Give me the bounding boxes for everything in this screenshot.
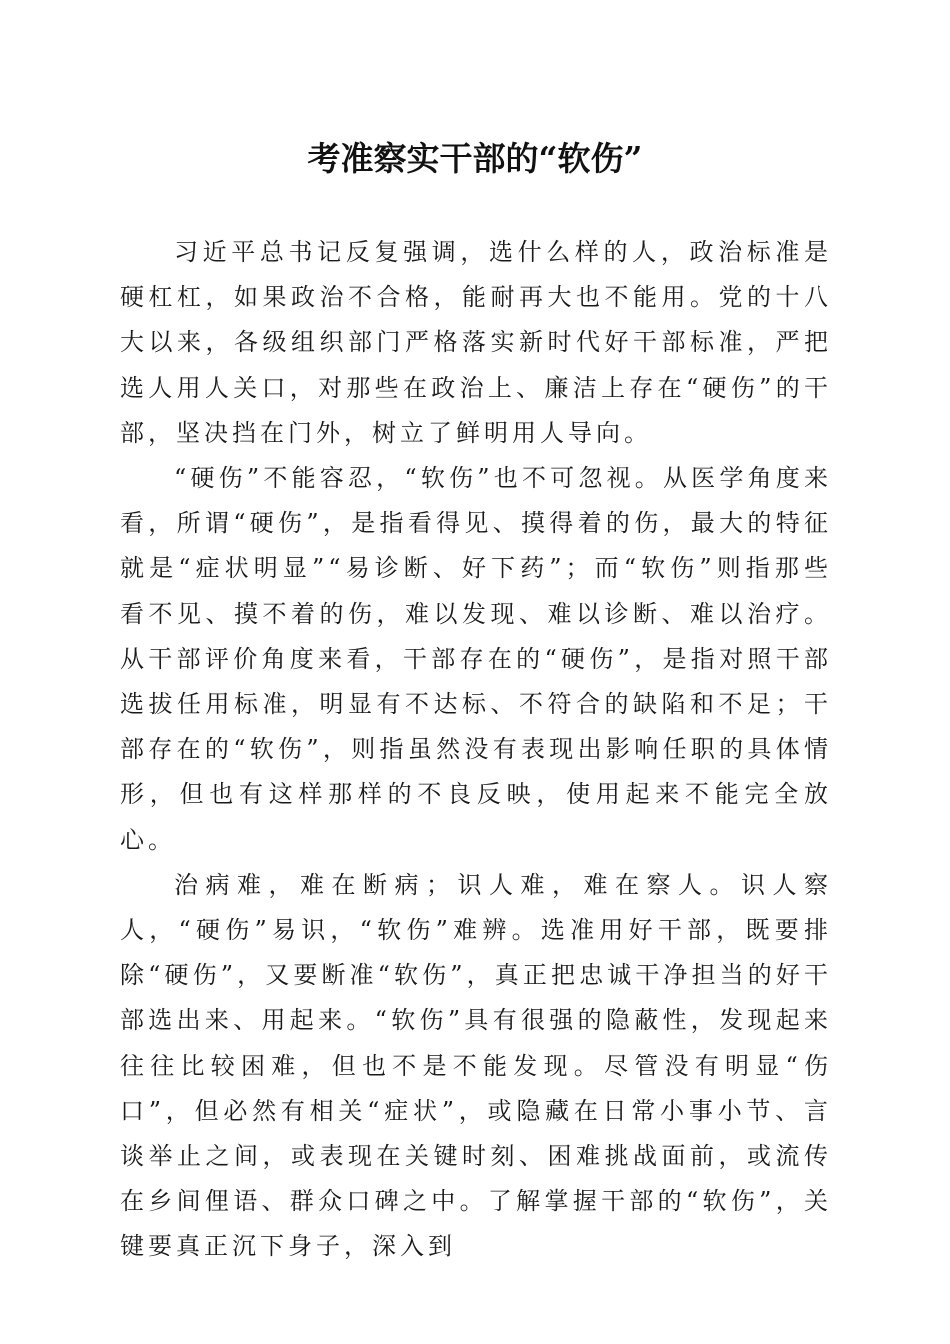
paragraph-1: 习近平总书记反复强调，选什么样的人，政治标准是硬杠杠，如果政治不合格，能耐再大也不能用。党的十八大以来，各级组织部门严格落实新时代好干部标准，严把选人用人关口，对那些在政治上、廉洁上存在“硬伤”的干部，坚决挡在门外，树立了鲜明用人导向。	[120, 238, 832, 447]
document-body	[120, 230, 832, 1270]
document-title: 考准察实干部的“软伤”	[307, 139, 643, 178]
paragraph-3: 治病难，难在断病；识人难，难在察人。识人察人，“硬伤”易识，“软伤”难辨。选准用好干部，既要排除“硬伤”，又要断准“软伤”，真正把忠诚干净担当的好干部选出来、用起来。“软伤”具有很强的隐蔽性，发现起来往往比较困难，但也不是不能发现。尽管没有明显“伤口”，但必然有相关“症状”，或隐藏在日常小事小节、言谈举止之间，或表现在关键时刻、困难挑战面前，或流传在乡间俚语、群众口碑之中。了解掌握干部的“软伤”，关键要真正沉下身子，深入到	[120, 870, 832, 1261]
paragraph-2: “硬伤”不能容忍，“软伤”也不可忽视。从医学角度来看，所谓“硬伤”，是指看得见、摸得着的伤，最大的特征就是“症状明显”“易诊断、好下药”；而“软伤”则指那些看不见、摸不着的伤，难以发现、难以诊断、难以治疗。从干部评价角度来看，干部存在的“硬伤”，是指对照干部选拔任用标准，明显有不达标、不符合的缺陷和不足；干部存在的“软伤”，则指虽然没有表现出影响任职的具体情形，但也有这样那样的不良反映，使用起来不能完全放心。	[120, 464, 832, 854]
